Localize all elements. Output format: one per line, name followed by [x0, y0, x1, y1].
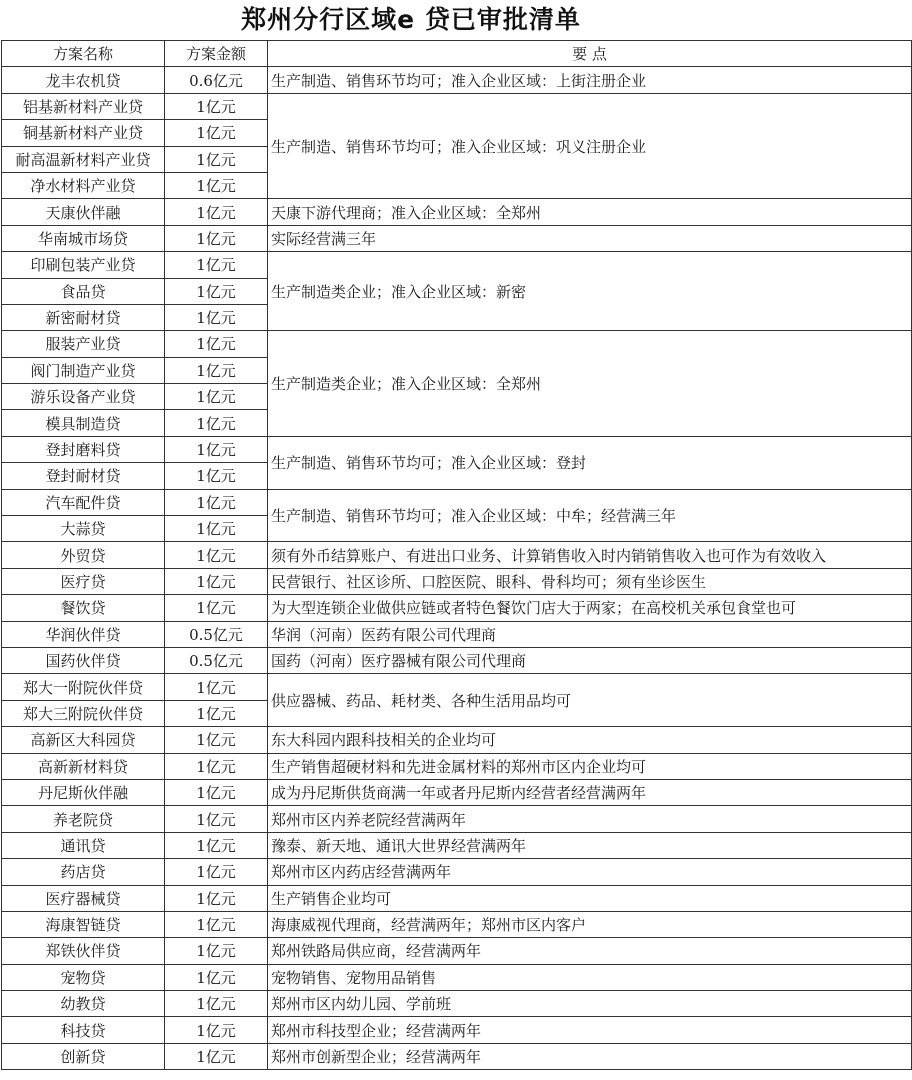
table-row — [2, 938, 912, 964]
plan-name-cell: 龙丰农机贷 — [2, 67, 165, 93]
key-points-cell: 生产制造、销售环节均可；准入企业区域：上街注册企业 — [268, 67, 912, 93]
table-body — [2, 67, 912, 1070]
plan-name-cell: 宠物贷 — [2, 964, 165, 990]
plan-amount-cell: 1亿元 — [165, 991, 268, 1017]
plan-name-cell: 医疗器械贷 — [2, 885, 165, 911]
key-points-cell: 郑州市创新型企业；经营满两年 — [268, 1043, 912, 1069]
plan-name-cell: 科技贷 — [2, 1017, 165, 1043]
plan-amount-cell: 0.5亿元 — [165, 647, 268, 673]
table-row — [2, 489, 912, 515]
plan-name-cell: 国药伙伴贷 — [2, 647, 165, 673]
plan-name-cell: 通讯贷 — [2, 832, 165, 858]
key-points-cell: 生产制造类企业；准入企业区域：全郑州 — [268, 331, 912, 437]
plan-name-cell: 养老院贷 — [2, 806, 165, 832]
plan-amount-cell: 1亿元 — [165, 779, 268, 805]
table-row — [2, 753, 912, 779]
plan-amount-cell: 1亿元 — [165, 384, 268, 410]
plan-name-cell: 外贸贷 — [2, 542, 165, 568]
plan-name-cell: 新密耐材贷 — [2, 304, 165, 330]
plan-amount-cell: 1亿元 — [165, 252, 268, 278]
key-points-cell: 须有外币结算账户、有进出口业务、计算销售收入时内销销售收入也可作为有效收入 — [268, 542, 912, 568]
table-row — [2, 225, 912, 251]
plan-name-cell: 大蒜贷 — [2, 516, 165, 542]
table-row — [2, 93, 912, 119]
plan-amount-cell: 1亿元 — [165, 964, 268, 990]
plan-amount-cell: 1亿元 — [165, 93, 268, 119]
plan-amount-cell: 1亿元 — [165, 410, 268, 436]
table-row — [2, 67, 912, 93]
header-plan-amount: 方案金额 — [165, 41, 268, 67]
key-points-cell: 东大科园内跟科技相关的企业均可 — [268, 727, 912, 753]
key-points-cell: 生产销售企业均可 — [268, 885, 912, 911]
plan-amount-cell: 1亿元 — [165, 120, 268, 146]
key-points-cell: 海康威视代理商，经营满两年；郑州市区内客户 — [268, 911, 912, 937]
table-row — [2, 252, 912, 278]
plan-name-cell: 天康伙伴融 — [2, 199, 165, 225]
page-title: 郑州分行区域e 贷已审批清单 — [241, 5, 581, 34]
plan-amount-cell: 1亿元 — [165, 516, 268, 542]
key-points-cell: 宠物销售、宠物用品销售 — [268, 964, 912, 990]
plan-name-cell: 食品贷 — [2, 278, 165, 304]
key-points-cell: 生产制造类企业；准入企业区域：新密 — [268, 252, 912, 331]
key-points-cell: 天康下游代理商；准入企业区域：全郑州 — [268, 199, 912, 225]
header-plan-name: 方案名称 — [2, 41, 165, 67]
key-points-cell: 民营银行、社区诊所、口腔医院、眼科、骨科均可；须有坐诊医生 — [268, 568, 912, 594]
plan-amount-cell: 1亿元 — [165, 278, 268, 304]
plan-name-cell: 阀门制造产业贷 — [2, 357, 165, 383]
plan-amount-cell: 1亿元 — [165, 357, 268, 383]
plan-amount-cell: 0.5亿元 — [165, 621, 268, 647]
approval-table — [1, 40, 912, 1070]
plan-name-cell: 郑大三附院伙伴贷 — [2, 700, 165, 726]
table-row — [2, 647, 912, 673]
plan-name-cell: 铜基新材料产业贷 — [2, 120, 165, 146]
key-points-cell: 郑州铁路局供应商，经营满两年 — [268, 938, 912, 964]
key-points-cell: 豫泰、新天地、通讯大世界经营满两年 — [268, 832, 912, 858]
key-points-cell: 生产制造、销售环节均可；准入企业区域：登封 — [268, 436, 912, 489]
plan-name-cell: 模具制造贷 — [2, 410, 165, 436]
plan-amount-cell: 1亿元 — [165, 568, 268, 594]
plan-name-cell: 印刷包装产业贷 — [2, 252, 165, 278]
plan-name-cell: 高新区大科园贷 — [2, 727, 165, 753]
plan-amount-cell: 1亿元 — [165, 1043, 268, 1069]
header-key-points: 要 点 — [268, 41, 912, 67]
table-row — [2, 1017, 912, 1043]
plan-amount-cell: 1亿元 — [165, 436, 268, 462]
plan-name-cell: 汽车配件贷 — [2, 489, 165, 515]
plan-name-cell: 华南城市场贷 — [2, 225, 165, 251]
plan-amount-cell: 1亿元 — [165, 859, 268, 885]
key-points-cell: 为大型连锁企业做供应链或者特色餐饮门店大于两家；在高校机关承包食堂也可 — [268, 595, 912, 621]
table-row — [2, 832, 912, 858]
plan-amount-cell: 1亿元 — [165, 225, 268, 251]
plan-amount-cell: 1亿元 — [165, 806, 268, 832]
plan-amount-cell: 0.6亿元 — [165, 67, 268, 93]
key-points-cell: 郑州市科技型企业；经营满两年 — [268, 1017, 912, 1043]
table-header-row — [2, 41, 912, 67]
table-row — [2, 568, 912, 594]
table-row — [2, 964, 912, 990]
plan-amount-cell: 1亿元 — [165, 489, 268, 515]
key-points-cell: 实际经营满三年 — [268, 225, 912, 251]
table-row — [2, 331, 912, 357]
table-row — [2, 859, 912, 885]
plan-name-cell: 丹尼斯伙伴融 — [2, 779, 165, 805]
plan-name-cell: 高新新材料贷 — [2, 753, 165, 779]
plan-amount-cell: 1亿元 — [165, 595, 268, 621]
key-points-cell: 郑州市区内养老院经营满两年 — [268, 806, 912, 832]
plan-name-cell: 登封耐材贷 — [2, 463, 165, 489]
table-row — [2, 674, 912, 700]
table-row — [2, 885, 912, 911]
plan-name-cell: 餐饮贷 — [2, 595, 165, 621]
plan-name-cell: 华润伙伴贷 — [2, 621, 165, 647]
plan-amount-cell: 1亿元 — [165, 331, 268, 357]
plan-amount-cell: 1亿元 — [165, 885, 268, 911]
key-points-cell: 生产制造、销售环节均可；准入企业区域：巩义注册企业 — [268, 93, 912, 199]
plan-name-cell: 医疗贷 — [2, 568, 165, 594]
plan-amount-cell: 1亿元 — [165, 463, 268, 489]
plan-name-cell: 净水材料产业贷 — [2, 172, 165, 198]
plan-amount-cell: 1亿元 — [165, 1017, 268, 1043]
plan-amount-cell: 1亿元 — [165, 304, 268, 330]
table-row — [2, 542, 912, 568]
key-points-cell: 生产制造、销售环节均可；准入企业区域：中牟；经营满三年 — [268, 489, 912, 542]
plan-name-cell: 海康智链贷 — [2, 911, 165, 937]
plan-amount-cell: 1亿元 — [165, 542, 268, 568]
plan-name-cell: 创新贷 — [2, 1043, 165, 1069]
table-row — [2, 1043, 912, 1069]
plan-name-cell: 幼教贷 — [2, 991, 165, 1017]
plan-amount-cell: 1亿元 — [165, 938, 268, 964]
key-points-cell: 供应器械、药品、耗材类、各种生活用品均可 — [268, 674, 912, 727]
plan-name-cell: 郑铁伙伴贷 — [2, 938, 165, 964]
key-points-cell: 华润（河南）医药有限公司代理商 — [268, 621, 912, 647]
plan-name-cell: 服装产业贷 — [2, 331, 165, 357]
table-row — [2, 595, 912, 621]
plan-amount-cell: 1亿元 — [165, 832, 268, 858]
table-row — [2, 991, 912, 1017]
plan-name-cell: 耐高温新材料产业贷 — [2, 146, 165, 172]
plan-amount-cell: 1亿元 — [165, 753, 268, 779]
plan-amount-cell: 1亿元 — [165, 674, 268, 700]
plan-amount-cell: 1亿元 — [165, 700, 268, 726]
table-row — [2, 911, 912, 937]
key-points-cell: 国药（河南）医疗器械有限公司代理商 — [268, 647, 912, 673]
plan-amount-cell: 1亿元 — [165, 172, 268, 198]
plan-amount-cell: 1亿元 — [165, 199, 268, 225]
plan-name-cell: 登封磨料贷 — [2, 436, 165, 462]
key-points-cell: 生产销售超硬材料和先进金属材料的郑州市区内企业均可 — [268, 753, 912, 779]
plan-name-cell: 郑大一附院伙伴贷 — [2, 674, 165, 700]
key-points-cell: 郑州市区内幼儿园、学前班 — [268, 991, 912, 1017]
plan-amount-cell: 1亿元 — [165, 911, 268, 937]
table-row — [2, 806, 912, 832]
table-row — [2, 199, 912, 225]
key-points-cell: 成为丹尼斯供货商满一年或者丹尼斯内经营者经营满两年 — [268, 779, 912, 805]
table-row — [2, 779, 912, 805]
table-row — [2, 727, 912, 753]
key-points-cell: 郑州市区内药店经营满两年 — [268, 859, 912, 885]
plan-name-cell: 游乐设备产业贷 — [2, 384, 165, 410]
table-row — [2, 621, 912, 647]
plan-name-cell: 铝基新材料产业贷 — [2, 93, 165, 119]
plan-name-cell: 药店贷 — [2, 859, 165, 885]
plan-amount-cell: 1亿元 — [165, 146, 268, 172]
plan-amount-cell: 1亿元 — [165, 727, 268, 753]
table-row — [2, 436, 912, 462]
